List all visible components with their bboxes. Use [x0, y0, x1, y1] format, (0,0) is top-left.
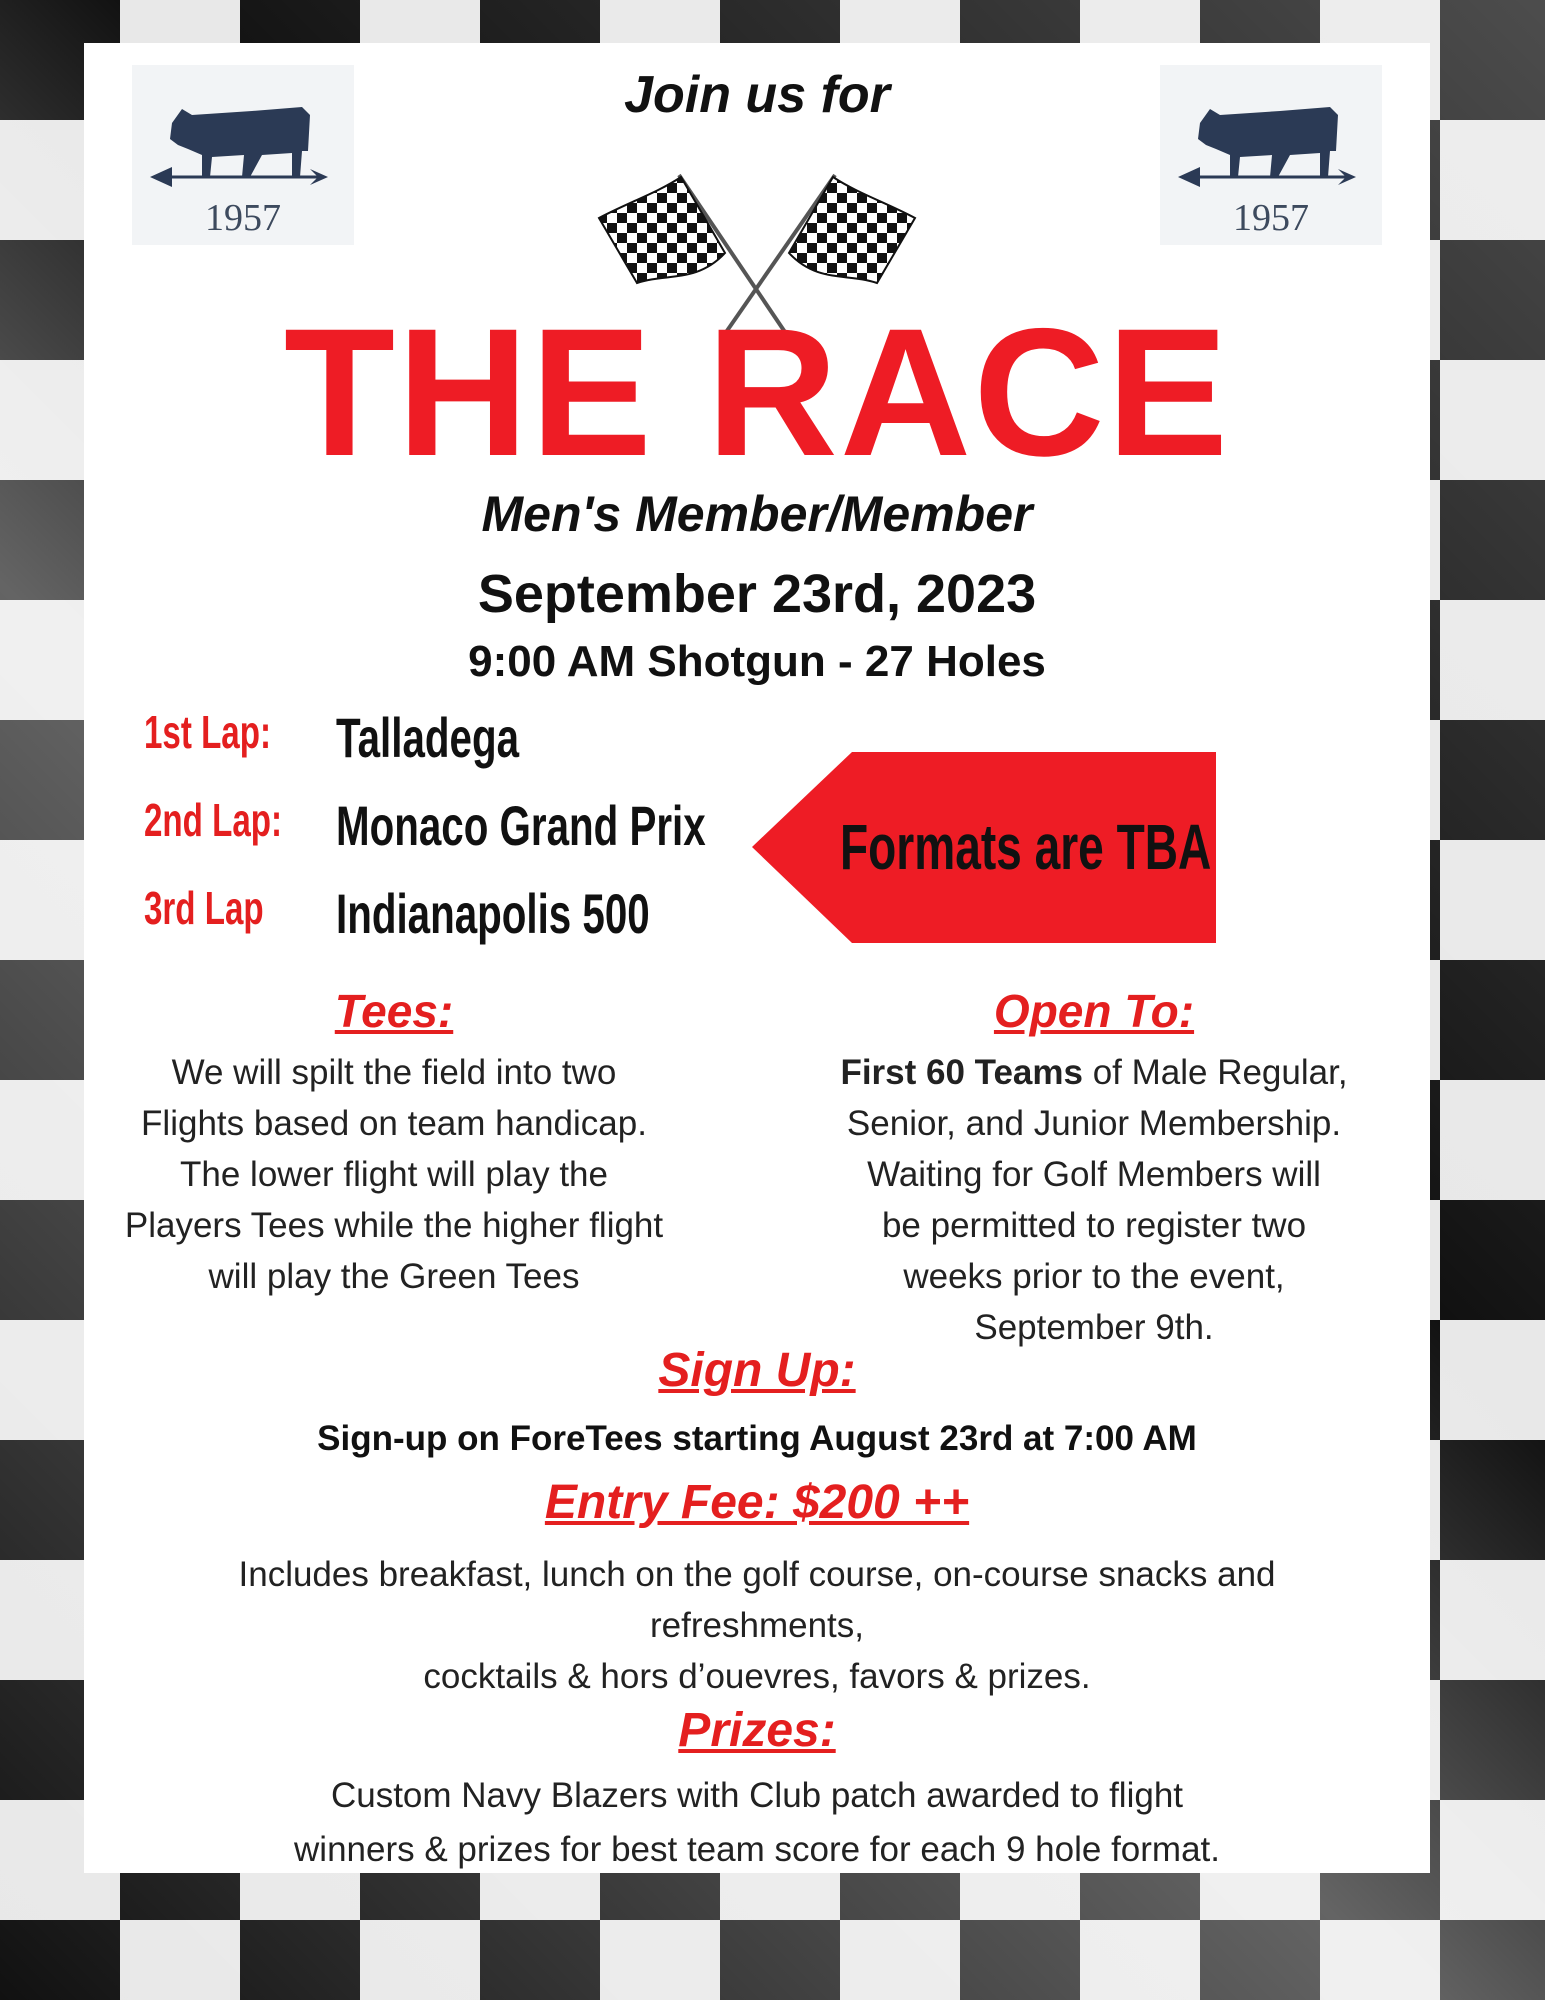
open-to-line: weeks prior to the event,: [903, 1257, 1285, 1296]
open-to-heading: Open To:: [993, 985, 1195, 1037]
svg-text:1957: 1957: [1233, 197, 1309, 239]
lap-label: 2nd Lap:: [144, 794, 283, 846]
open-to-line: Senior, and Junior Membership.: [846, 1104, 1342, 1143]
lap-course: Monaco Grand Prix: [336, 794, 706, 857]
join-heading: Join us for: [624, 66, 890, 124]
flyer: [84, 43, 1430, 1873]
open-to-line: Waiting for Golf Members will: [867, 1155, 1321, 1194]
event-time: 9:00 AM Shotgun - 27 Holes: [468, 637, 1046, 686]
lap-course: Indianapolis 500: [336, 882, 650, 945]
entry-fee-line: Includes breakfast, lunch on the golf course, on-course snacks and: [238, 1555, 1276, 1594]
event-date: September 23rd, 2023: [477, 564, 1037, 624]
open-to-line: be permitted to register two: [881, 1206, 1307, 1245]
open-to-line: September 9th.: [974, 1308, 1214, 1347]
lap-label: 3rd Lap: [144, 882, 264, 934]
prizes-line: winners & prizes for best team score for each 9 hole format.: [294, 1830, 1220, 1869]
open-to-rest: of Male Regular,: [1082, 1053, 1348, 1092]
prizes-line: Custom Navy Blazers with Club patch awarded to flight: [330, 1776, 1184, 1815]
tees-line: We will spilt the field into two: [171, 1053, 617, 1092]
lap-label: 1st Lap:: [144, 706, 271, 758]
open-to-section: [784, 983, 1404, 1353]
event-subtitle: Men's Member/Member: [481, 486, 1033, 542]
entry-fee-line: refreshments,: [650, 1606, 864, 1645]
tees-line: Players Tees while the higher flight: [124, 1206, 664, 1245]
entry-fee-line: cocktails & hors d’ouevres, favors & prizes.: [423, 1657, 1091, 1696]
tees-heading: Tees:: [334, 985, 454, 1037]
signup-heading: Sign Up:: [658, 1344, 856, 1397]
prizes-details: [84, 1769, 1430, 1877]
tees-line: will play the Green Tees: [208, 1257, 580, 1296]
prizes-heading: Prizes:: [678, 1704, 836, 1757]
open-to-bold: First 60 Teams: [840, 1053, 1083, 1092]
svg-text:1957: 1957: [205, 197, 281, 239]
tees-section: [94, 983, 694, 1302]
formats-arrow: [752, 752, 1216, 943]
lap-course: Talladega: [336, 706, 520, 769]
tees-line: Flights based on team handicap.: [141, 1104, 647, 1143]
entry-fee-heading: Entry Fee: $200 ++: [544, 1476, 970, 1529]
signup-text: Sign-up on ForeTees starting August 23rd at 7:00 AM: [317, 1419, 1197, 1458]
entry-fee-details: [84, 1549, 1430, 1702]
formats-note: Formats are TBA: [840, 811, 1212, 883]
event-title: THE RACE: [283, 290, 1231, 494]
tees-line: The lower flight will play the: [180, 1155, 608, 1194]
open-to-line: [784, 1047, 1404, 1098]
